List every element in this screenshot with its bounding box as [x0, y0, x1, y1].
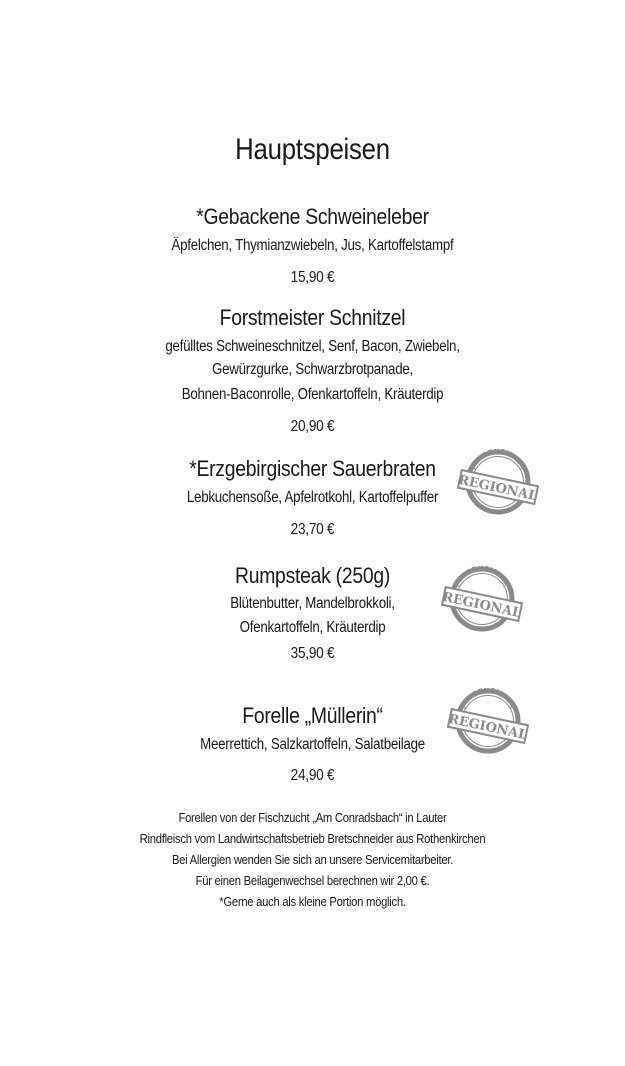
dish-name: Rumpsteak (250g) [234, 563, 391, 588]
dish-name: *Erzgebirgischer Sauerbraten [189, 456, 436, 481]
footer-note: Für einen Beilagenwechsel berechnen wir 2,00 €. [195, 874, 430, 888]
dish-name: Forelle „Müllerin“ [242, 703, 383, 728]
dish-description: Ofenkartoffeln, Kräuterdip [239, 619, 386, 636]
dish-description: Blütenbutter, Mandelbrokkoli, [230, 595, 395, 612]
dish-price: 23,70 € [290, 521, 335, 538]
dish-name: Forstmeister Schnitzel [219, 305, 406, 330]
dish-price: 35,90 € [290, 645, 335, 662]
footer-note: Bei Allergien wenden Sie sich an unsere Servicemitarbeiter. [171, 853, 454, 867]
dish-description: Äpfelchen, Thymianzwiebeln, Jus, Kartoffelstampf [171, 237, 454, 254]
svg-text:REGIONAL: REGIONAL [440, 589, 523, 622]
svg-text:FORSTMEISTER: FORSTMEISTER [470, 449, 526, 471]
regional-stamp-icon [445, 688, 531, 754]
section-title: Hauptspeisen [235, 133, 390, 166]
regional-badge [439, 566, 525, 632]
footer-note: Forellen von der Fischzucht „Am Conradsbach“ in Lauter [178, 811, 447, 825]
dish-description: gefülltes Schweineschnitzel, Senf, Bacon, Zwiebeln, [165, 338, 460, 355]
footer-note: Rindfleisch vom Landwirtschaftsbetrieb Bretschneider aus Rothenkirchen [139, 832, 486, 846]
dish-name: *Gebackene Schweineleber [196, 204, 429, 229]
dish-price: 20,90 € [290, 418, 335, 435]
svg-text:FORSTMEISTER: FORSTMEISTER [460, 688, 516, 710]
svg-text:REGIONAL: REGIONAL [446, 711, 529, 744]
dish-description: Lebkuchensoße, Apfelrotkohl, Kartoffelpuffer [186, 489, 439, 506]
footer-note: *Gerne auch als kleine Portion möglich. [219, 895, 406, 909]
dish-description: Bohnen-Baconrolle, Ofenkartoffeln, Kräuterdip [181, 386, 444, 403]
regional-badge [455, 449, 541, 515]
regional-badge [445, 688, 531, 754]
svg-text:REGIONAL: REGIONAL [456, 472, 539, 505]
dish-price: 15,90 € [290, 269, 335, 286]
dish-description: Gewürzgurke, Schwarzbrotpanade, [212, 361, 413, 378]
dish-price: 24,90 € [290, 767, 335, 784]
regional-stamp-icon [439, 566, 525, 632]
dish-description: Meerrettich, Salzkartoffeln, Salatbeilage [200, 736, 425, 753]
svg-text:FORSTMEISTER: FORSTMEISTER [454, 566, 510, 588]
regional-stamp-icon [455, 449, 541, 515]
